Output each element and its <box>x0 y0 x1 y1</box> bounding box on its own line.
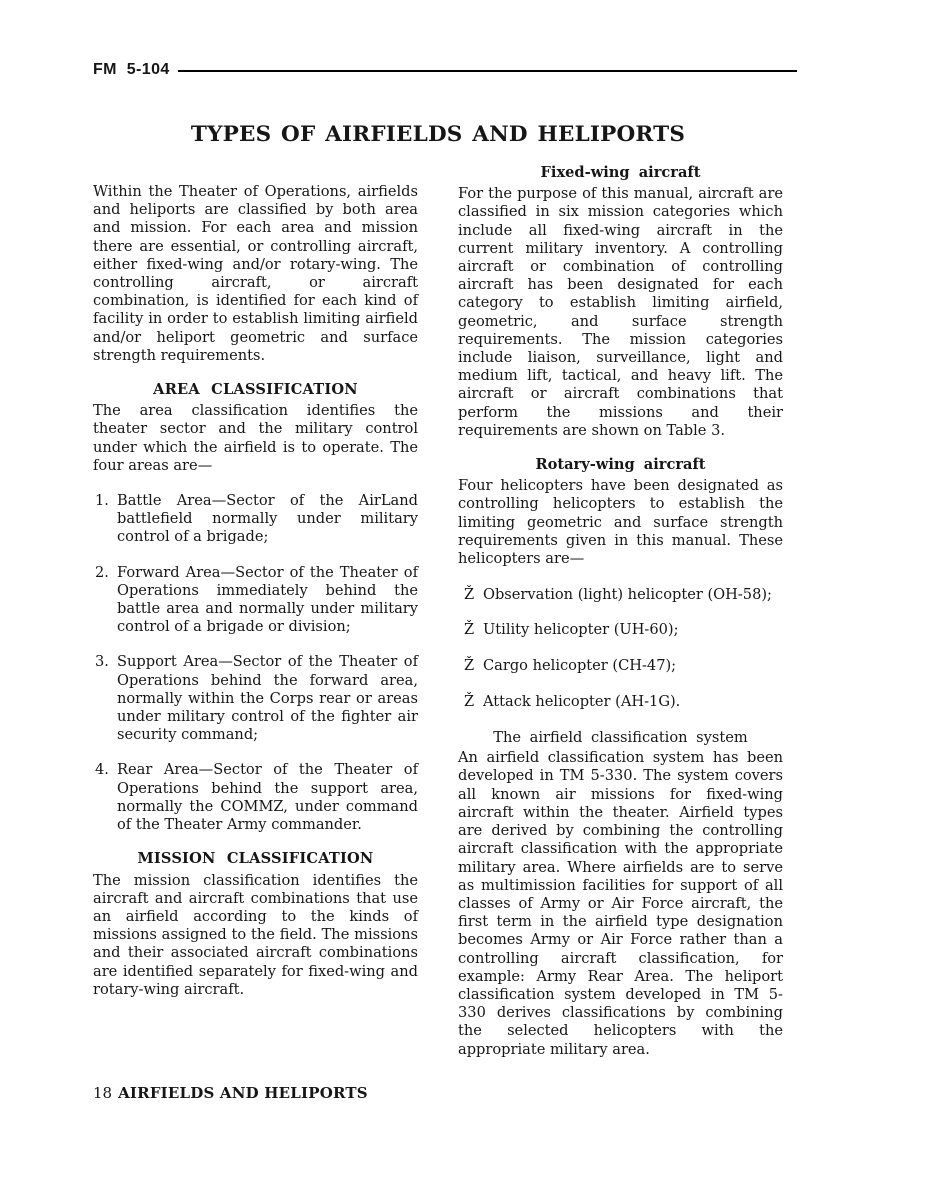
helicopter-list <box>458 586 783 711</box>
list-item <box>93 653 418 744</box>
fixed-wing-paragraph: For the purpose of this manual, aircraft are classified in six mission categories which include all fixed-wing aircraft in the current military inventory. A controlling aircraft or combination of controlling aircraft has been designated for each category to establish limiting airfield, geometric, and surface strength requirements. The mission categories include liaison, surveillance, light and medium lift, tactical, and heavy lift. The aircraft or aircraft combinations that perform the missions and their requirements are shown on Table 3. <box>458 185 783 439</box>
left-column <box>93 183 418 999</box>
airfield-system-heading: The airfield classification system <box>493 729 748 747</box>
rotary-wing-heading: Rotary-wing aircraft <box>535 456 706 474</box>
list-item <box>93 761 418 834</box>
bullet-glyph: Ž <box>464 657 475 675</box>
list-item-text: Rear Area—Sector of the Theater of Operations behind the support area, normally the COMMZ, under command of the Theater Army commander. <box>117 761 418 834</box>
page-number: 18 <box>93 1084 113 1102</box>
list-item <box>458 621 783 639</box>
bullet-glyph: Ž <box>464 585 475 603</box>
doc-number: FM 5-104 <box>93 61 170 78</box>
header-rule <box>178 70 797 72</box>
footer-title: AIRFIELDS AND HELIPORTS <box>118 1084 368 1102</box>
list-item <box>93 564 418 637</box>
area-classification-intro: The area classification identifies the theater sector and the military control under which the airfield is to operate. The four areas are— <box>93 402 418 474</box>
rotary-wing-paragraph: Four helicopters have been designated as controlling helicopters to establish the limiting geometric and surface strength requirements given in this manual. These helicopters are— <box>458 477 783 568</box>
list-item-text: Forward Area—Sector of the Theater of Operations immediately behind the battle area and normally under military control of a brigade or division; <box>117 563 418 636</box>
list-item-text: Support Area—Sector of the Theater of Operations behind the forward area, normally within the Corps rear or areas under military control of the fighter air security command; <box>117 653 418 744</box>
list-item-text: Observation (light) helicopter (OH-58); <box>483 585 772 603</box>
list-item-number: 3. <box>95 653 109 671</box>
fixed-wing-heading: Fixed-wing aircraft <box>540 164 701 181</box>
list-item <box>458 657 783 675</box>
list-item <box>458 586 783 604</box>
bullet-glyph: Ž <box>464 692 475 710</box>
page-title: TYPES OF AIRFIELDS AND HELIPORTS <box>190 122 686 147</box>
list-item <box>93 492 418 547</box>
list-item-text: Cargo helicopter (CH-47); <box>483 657 677 675</box>
list-item-text: Utility helicopter (UH-60); <box>483 621 679 639</box>
mission-classification-paragraph: The mission classification identifies the aircraft and aircraft combinations that use an airfield according to the kinds of missions assigned to the field. The missions and their associated aircraft combinations are identified separately for fixed-wing and rotary-wing aircraft. <box>93 871 418 998</box>
list-item <box>458 693 783 711</box>
list-item-number: 2. <box>95 563 109 581</box>
bullet-glyph: Ž <box>464 621 475 639</box>
list-item-number: 1. <box>95 492 109 510</box>
intro-paragraph: Within the Theater of Operations, airfields and heliports are classified by both area and mission. For each area and mission there are essential, or controlling aircraft, either fixed-wing and/or rotary-wing. The controlling aircraft, or aircraft combination, is identified for each kind of facility in order to establish limiting airfield and/or heliport geometric and surface strength requirements. <box>93 183 418 364</box>
page-footer <box>93 1084 368 1102</box>
list-item-number: 4. <box>95 761 109 779</box>
mission-classification-heading: MISSION CLASSIFICATION <box>137 850 374 868</box>
right-column <box>458 164 783 1059</box>
area-classification-heading: AREA CLASSIFICATION <box>153 381 358 399</box>
airfield-system-paragraph: An airfield classification system has been developed in TM 5-330. The system covers all known air missions for fixed-wing aircraft within the theater. Airfield types are derived by combining the controlling aircraft classification with the appropriate military area. Where airfields are to serve as multimission facilities for support of all classes of Army or Air Force aircraft, the first term in the airfield type designation becomes Army or Air Force rather than a controlling aircraft classification, for example: Army Rear Area. The heliport classification system developed in TM 5-330 derives classifications by combining the selected helicopters with the appropriate military area. <box>458 749 783 1058</box>
list-item-text: Battle Area—Sector of the AirLand battlefield normally under military control of a brigade; <box>117 492 418 546</box>
list-item-text: Attack helicopter (AH-1G). <box>483 692 681 710</box>
area-list <box>93 492 418 834</box>
